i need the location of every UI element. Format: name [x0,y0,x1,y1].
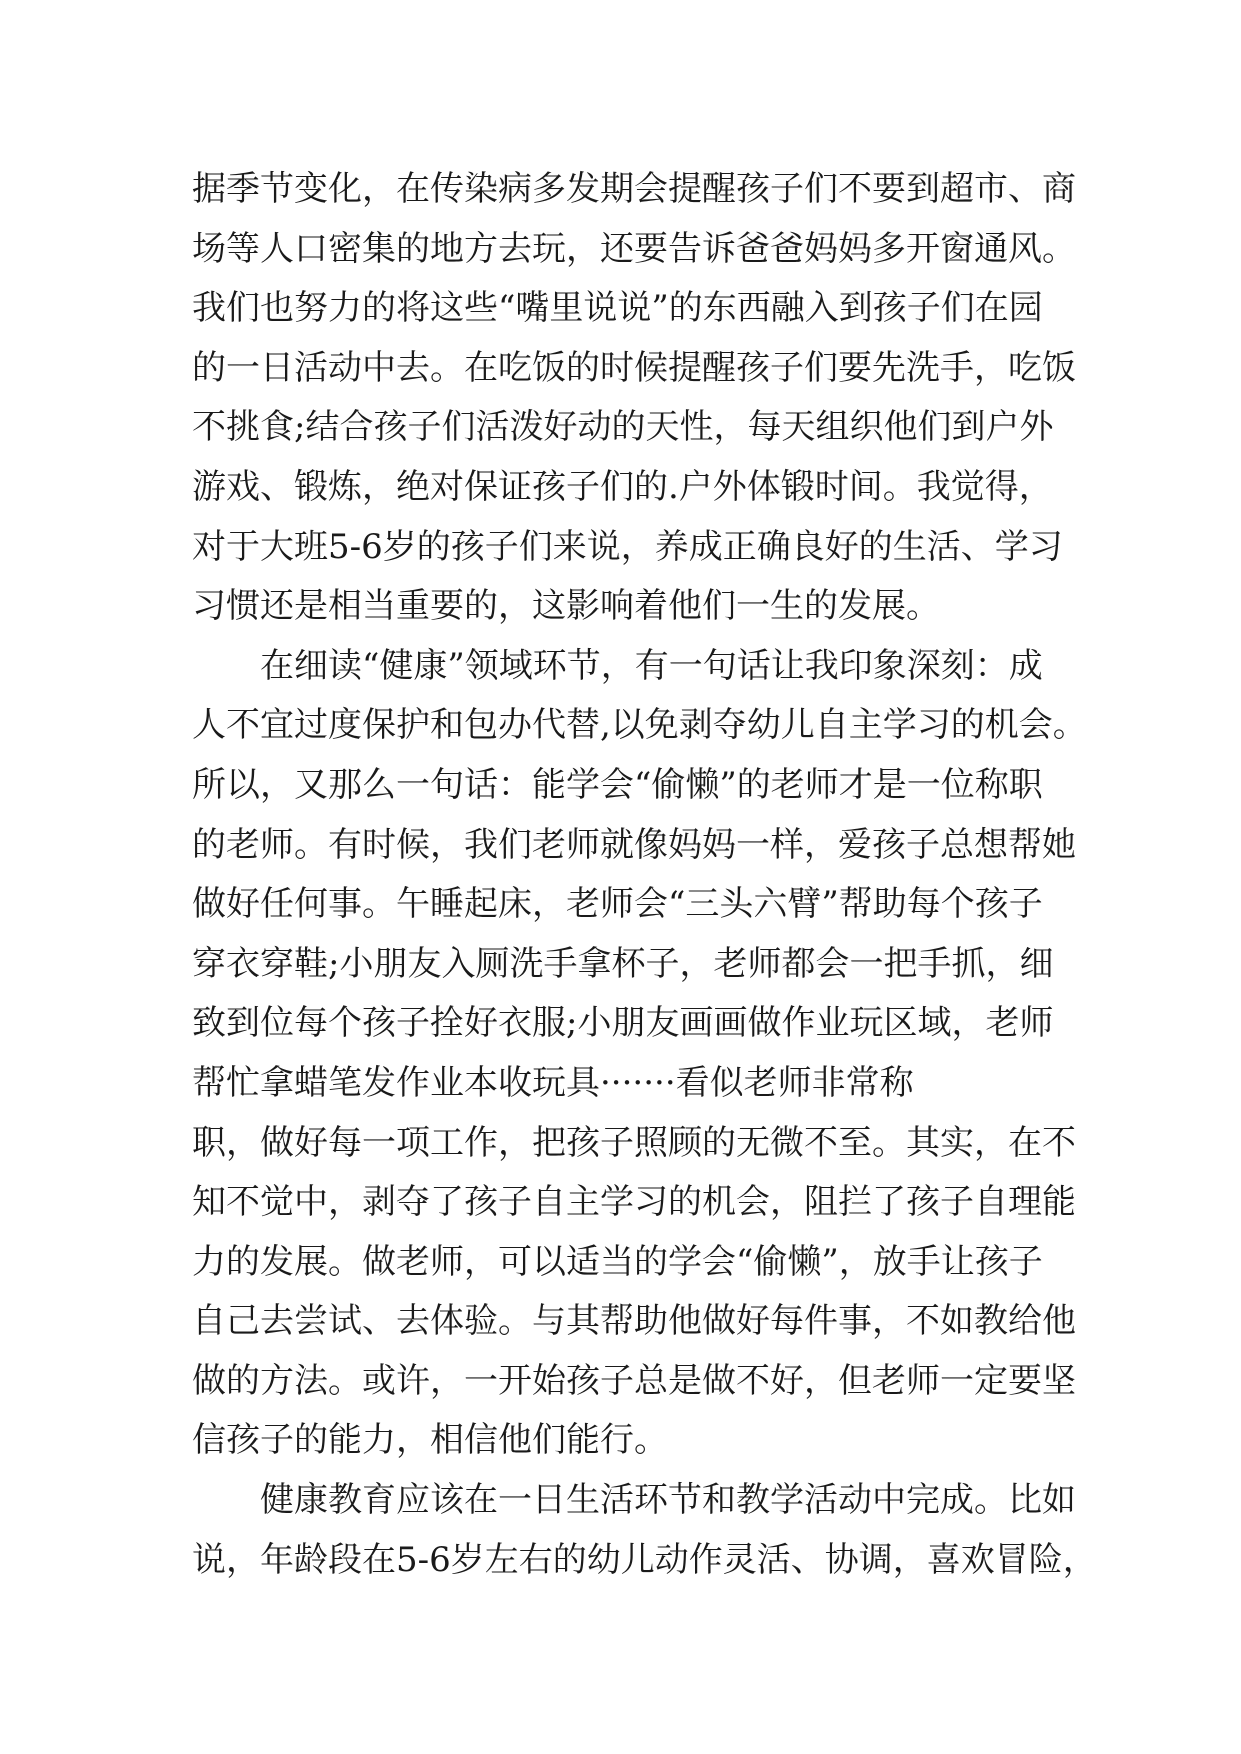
text-line: 帮忙拿蜡笔发作业本收玩具·······看似老师非常称 [192,1062,914,1103]
text-line: 的一日活动中去。在吃饭的时候提醒孩子们要先洗手，吃饭 [192,347,1076,388]
text-line: 自己去尝试、去体验。与其帮助他做好每件事，不如教给他 [192,1301,1076,1342]
text-line: 穿衣穿鞋;小朋友入厕洗手拿杯子，老师都会一把手抓，细 [192,943,1054,984]
text-line: 人不宜过度保护和包办代替,以免剥夺幼儿自主学习的机会。 [192,705,1087,746]
text-line: 习惯还是相当重要的，这影响着他们一生的发展。 [192,586,940,627]
text-line: 知不觉中，剥夺了孩子自主学习的机会，阻拦了孩子自理能 [192,1182,1076,1223]
document-body [192,160,1097,1590]
text-line: 所以，又那么一句话：能学会“偷懒”的老师才是一位称职 [192,764,1043,805]
text-line: 致到位每个孩子拴好衣服;小朋友画画做作业玩区域，老师 [192,1003,1054,1044]
text-line: 我们也努力的将这些“嘴里说说”的东西融入到孩子们在园 [192,288,1043,329]
text-line: 信孩子的能力，相信他们能行。 [192,1420,668,1461]
text-line: 据季节变化，在传染病多发期会提醒孩子们不要到超市、商 [192,169,1076,209]
text-line: 说，年龄段在5-6岁左右的幼儿动作灵活、协调，喜欢冒险， [192,1539,1097,1580]
text-line: 不挑食;结合孩子们活泼好动的天性，每天组织他们到户外 [192,407,1054,448]
text-line: 职，做好每一项工作，把孩子照顾的无微不至。其实，在不 [192,1122,1076,1163]
text-line: 在细读“健康”领域环节，有一句话让我印象深刻：成 [192,645,1043,686]
text-line: 健康教育应该在一日生活环节和教学活动中完成。比如 [192,1480,1076,1521]
text-line: 做好任何事。午睡起床，老师会“三头六臂”帮助每个孩子 [192,884,1043,925]
text-line: 做的方法。或许，一开始孩子总是做不好，但老师一定要坚 [192,1360,1076,1401]
text-line: 力的发展。做老师，可以适当的学会“偷懒”，放手让孩子 [192,1241,1043,1282]
text-line: 游戏、锻炼，绝对保证孩子们的.户外体锻时间。我觉得， [192,466,1053,507]
text-line: 场等人口密集的地方去玩，还要告诉爸爸妈妈多开窗通风。 [192,228,1076,269]
text-line: 的老师。有时候，我们老师就像妈妈一样，爱孩子总想帮她 [192,824,1076,865]
text-line: 对于大班5-6岁的孩子们来说，养成正确良好的生活、学习 [192,526,1063,567]
